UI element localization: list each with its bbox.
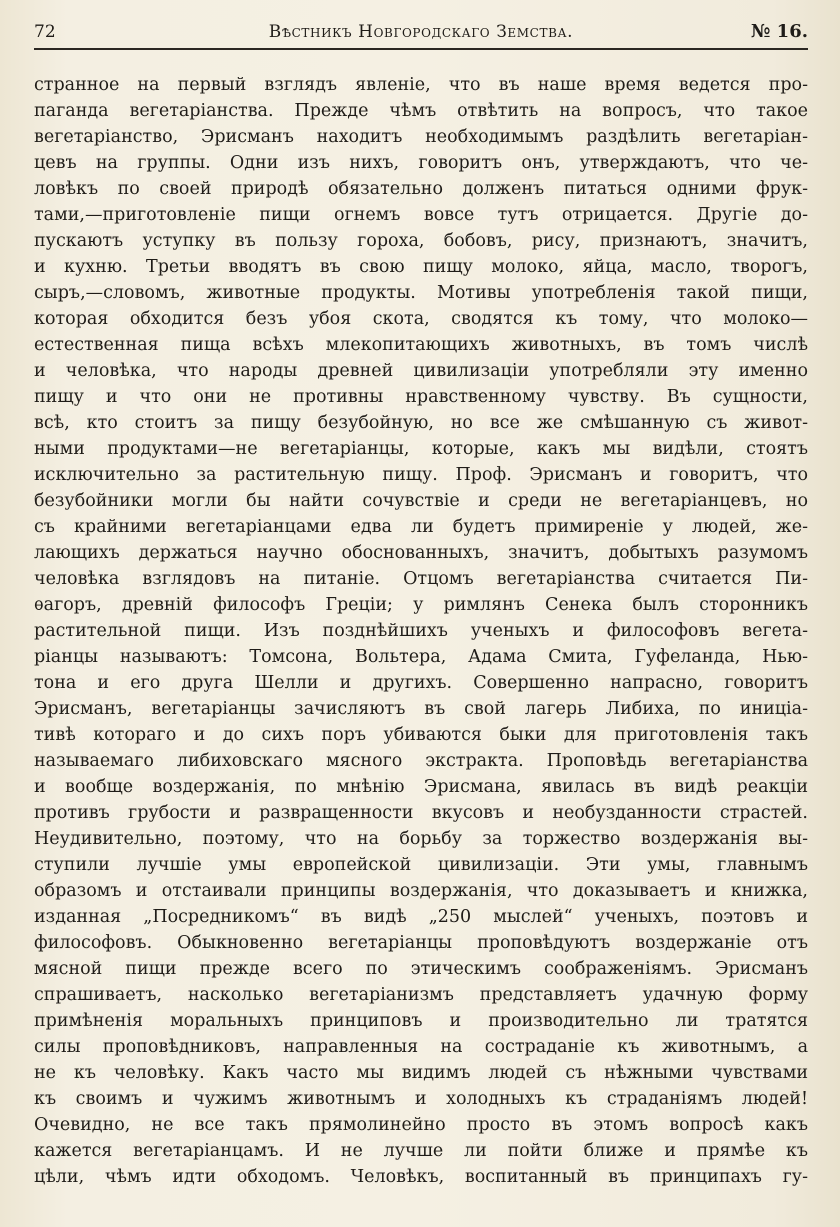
text-line: мясной пищи прежде всего по этическимъ соображеніямъ. Эрисманъ [34, 959, 808, 979]
text-line: человѣка взглядовъ на питаніе. Отцомъ вегетаріанства считается Пи- [34, 569, 808, 589]
body-text [34, 72, 808, 1190]
text-line: ѳагоръ, древній философъ Греціи; у римлянъ Сенека былъ сторонникъ [34, 595, 808, 615]
text-line: Эрисманъ, вегетаріанцы зачисляютъ въ свой лагерь Либиха, по иниціа- [34, 699, 808, 719]
issue-number: № 16. [750, 21, 808, 42]
text-line: лающихъ держаться научно обоснованныхъ, значитъ, добытыхъ разумомъ [34, 543, 808, 563]
text-line: пищу и что они не противны нравственному чувству. Въ сущности, [34, 387, 808, 407]
text-line: паганда вегетаріанства. Прежде чѣмъ отвѣтить на вопросъ, что такое [34, 101, 808, 121]
text-line: естественная пища всѣхъ млекопитающихъ животныхъ, въ томъ числѣ [34, 335, 808, 355]
running-title: Вѣстникъ Новгородскаго Земства. [268, 22, 574, 42]
text-line: силы проповѣдниковъ, направленныя на состраданіе къ животнымъ, а [34, 1037, 808, 1057]
page-number: 72 [34, 22, 56, 42]
text-line: ными продуктами—не вегетаріанцы, которые, какъ мы видѣли, стоятъ [34, 439, 808, 459]
text-line: философовъ. Обыкновенно вегетаріанцы проповѣдуютъ воздержаніе отъ [34, 933, 808, 953]
text-line: цевъ на группы. Одни изъ нихъ, говоритъ онъ, утверждаютъ, что че- [34, 153, 808, 173]
page-header [34, 18, 808, 48]
text-line: вегетаріанство, Эрисманъ находитъ необходимымъ раздѣлить вегетаріан- [34, 127, 808, 147]
text-line: ріанцы называютъ: Томсона, Вольтера, Адама Смита, Гуфеланда, Нью- [34, 647, 808, 667]
text-line: растительной пищи. Изъ позднѣйшихъ ученыхъ и философовъ вегета- [34, 621, 808, 641]
text-line: безубойники могли бы найти сочувствіе и среди не вегетаріанцевъ, но [34, 491, 808, 511]
text-line: ловѣкъ по своей природѣ обязательно долженъ питаться одними фрук- [34, 179, 808, 199]
text-line: образомъ и отстаивали принципы воздержанія, что доказываетъ и книжка, [34, 881, 808, 901]
text-line: Очевидно, не все такъ прямолинейно просто въ этомъ вопросѣ какъ [34, 1115, 808, 1135]
text-line: кажется вегетаріанцамъ. И не лучше ли пойти ближе и прямѣе къ [34, 1141, 808, 1161]
text-line: къ своимъ и чужимъ животнымъ и холодныхъ къ страданіямъ людей! [34, 1089, 808, 1109]
text-line: спрашиваетъ, насколько вегетаріанизмъ представляетъ удачную форму [34, 985, 808, 1005]
text-line: Неудивительно, поэтому, что на борьбу за торжество воздержанія вы- [34, 829, 808, 849]
text-line: цѣли, чѣмъ идти обходомъ. Человѣкъ, воспитанный въ принципахъ гу- [34, 1167, 808, 1187]
text-line: называемаго либиховскаго мясного экстракта. Проповѣдь вегетаріанства [34, 751, 808, 771]
text-line: всѣ, кто стоитъ за пищу безубойную, но все же смѣшанную съ живот- [34, 413, 808, 433]
text-line: не къ человѣку. Какъ часто мы видимъ людей съ нѣжными чувствами [34, 1063, 808, 1083]
text-line: которая обходится безъ убоя скота, сводятся къ тому, что молоко— [34, 309, 808, 329]
text-line: и кухню. Третьи вводятъ въ свою пищу молоко, яйца, масло, творогъ, [34, 257, 808, 277]
text-line: исключительно за растительную пищу. Проф. Эрисманъ и говоритъ, что [34, 465, 808, 485]
text-line: и вообще воздержанія, по мнѣнію Эрисмана, явилась въ видѣ реакціи [34, 777, 808, 797]
text-line: тона и его друга Шелли и другихъ. Совершенно напрасно, говоритъ [34, 673, 808, 693]
text-line: сыръ,—словомъ, животные продукты. Мотивы употребленія такой пищи, [34, 283, 808, 303]
text-line: тивѣ котораго и до сихъ поръ убиваются быки для приготовленія такъ [34, 725, 808, 745]
text-line: пускаютъ уступку въ пользу гороха, бобовъ, рису, признаютъ, значитъ, [34, 231, 808, 251]
text-line: и человѣка, что народы древней цивилизаціи употребляли эту именно [34, 361, 808, 381]
text-line: тами,—приготовленіе пищи огнемъ вовсе тутъ отрицается. Другіе до- [34, 205, 808, 225]
text-line: изданная „Посредникомъ“ въ видѣ „250 мыслей“ ученыхъ, поэтовъ и [34, 907, 808, 927]
text-line: ступили лучшіе умы европейской цивилизаціи. Эти умы, главнымъ [34, 855, 808, 875]
text-line: противъ грубости и развращенности вкусовъ и необузданности страстей. [34, 803, 808, 823]
text-line: примѣненія моральныхъ принциповъ и производительно ли тратятся [34, 1011, 808, 1031]
header-rule [34, 48, 808, 50]
text-line: странное на первый взглядъ явленіе, что въ наше время ведется про- [34, 75, 808, 95]
text-line: съ крайними вегетаріанцами едва ли будетъ примиреніе у людей, же- [34, 517, 808, 537]
